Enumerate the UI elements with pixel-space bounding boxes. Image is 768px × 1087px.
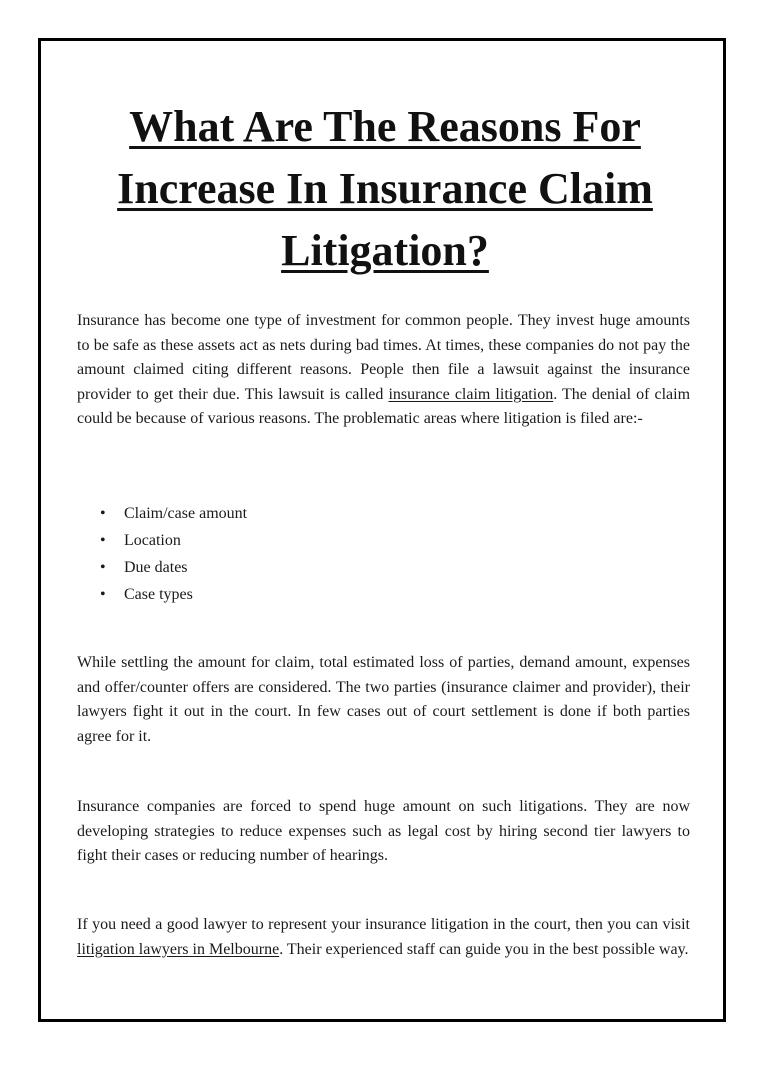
bullet-icon: •: [100, 586, 106, 603]
litigation-lawyers-link[interactable]: litigation lawyers in Melbourne: [77, 940, 280, 958]
page-title: What Are The Reasons For Increase In Insurance Claim Litigation?: [117, 102, 653, 275]
intro-text-after-link: . The denial of claim could be because of various reasons. The problematic areas where litigation is filed are:-: [77, 385, 691, 428]
expenses-paragraph: Insurance companies are forced to spend huge amount on such litigations. They are now developing strategies to reduce expenses such as legal cost by hiring second tier lawyers to fight their cases or reducing number of hearings.: [77, 798, 690, 865]
list-item: [77, 554, 247, 581]
closing-paragraph: [77, 913, 690, 962]
bullet-icon: •: [100, 505, 106, 522]
list-item: [77, 500, 247, 527]
closing-text-before-link: If you need a good lawyer to represent your insurance litigation in the court, then you can visit: [77, 916, 690, 933]
list-item-label: Case types: [124, 586, 193, 603]
problem-areas-list: [77, 500, 247, 608]
list-item: [77, 527, 247, 554]
list-item-label: Due dates: [124, 559, 188, 576]
closing-text-after-link: . Their experienced staff can guide you in the best possible way.: [279, 940, 689, 958]
list-item: [77, 581, 247, 608]
intro-text-before-link: Insurance has become one type of investment for common people. They invest huge amounts to be safe as these assets act as nets during bad times. At times, these companies do not pay the amount claimed citing different reasons. People then file a lawsuit against the insurance provider to get their due. This lawsuit is called: [77, 312, 690, 403]
intro-paragraph: [77, 309, 690, 432]
list-item-label: Location: [124, 532, 181, 549]
settlement-paragraph: While settling the amount for claim, total estimated loss of parties, demand amount, expenses and offer/counter offers are considered. The two parties (insurance claimer and provider), their lawyers fight it out in the court. In few cases out of court settlement is done if both parties agree for it.: [77, 654, 690, 745]
list-item-label: Claim/case amount: [124, 505, 248, 522]
bullet-icon: •: [100, 559, 106, 576]
insurance-claim-litigation-link[interactable]: insurance claim litigation: [388, 385, 554, 403]
bullet-icon: •: [100, 532, 106, 549]
